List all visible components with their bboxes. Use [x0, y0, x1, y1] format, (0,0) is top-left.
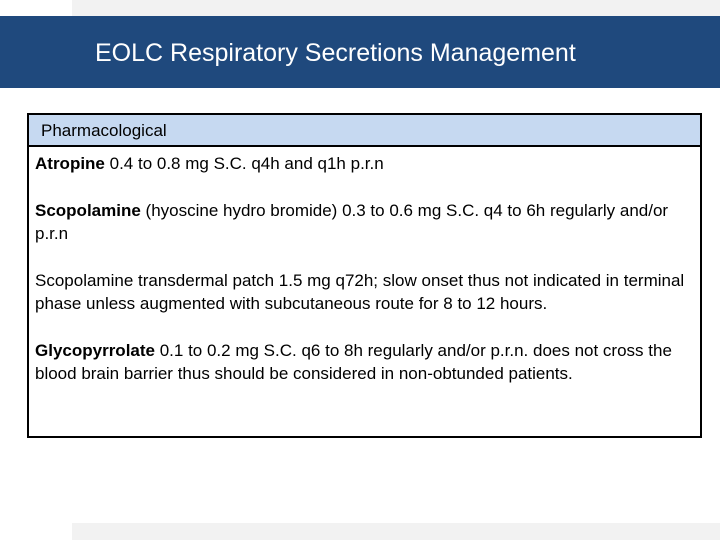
drug-name: Scopolamine: [35, 201, 141, 220]
dosage-text: 0.4 to 0.8 mg S.C. q4h and q1h p.r.n: [104, 154, 384, 173]
top-decorative-strip: [72, 0, 720, 16]
dosage-text: 0.1 to 0.2 mg S.C. q6 to 8h regularly and/or p.r.n. does not cross the blood brain barrier thus should be considered in non-obtunded patients.: [35, 341, 672, 383]
drug-name: Atropine: [35, 154, 105, 173]
slide-title: EOLC Respiratory Secretions Management: [95, 39, 576, 67]
bottom-decorative-strip: [72, 523, 720, 540]
table-header: [29, 115, 700, 147]
pharmacological-table: [27, 113, 702, 438]
dosage-text: Scopolamine transdermal patch 1.5 mg q72h; slow onset thus not indicated in terminal phase unless augmented with subcutaneous route for 8 to 12 hours.: [35, 271, 685, 313]
drug-name: Glycopyrrolate: [35, 341, 155, 360]
table-header-label: Pharmacological: [41, 121, 167, 140]
entry-glycopyrrolate: [35, 339, 694, 385]
dosage-text: (hyoscine hydro bromide) 0.3 to 0.6 mg S.C. q4 to 6h regularly and/or p.r.n: [35, 201, 669, 243]
entry-atropine: [35, 152, 694, 175]
entry-scopolamine: [35, 199, 694, 245]
entry-scopolamine-patch: [35, 269, 694, 315]
table-body: [29, 147, 700, 385]
